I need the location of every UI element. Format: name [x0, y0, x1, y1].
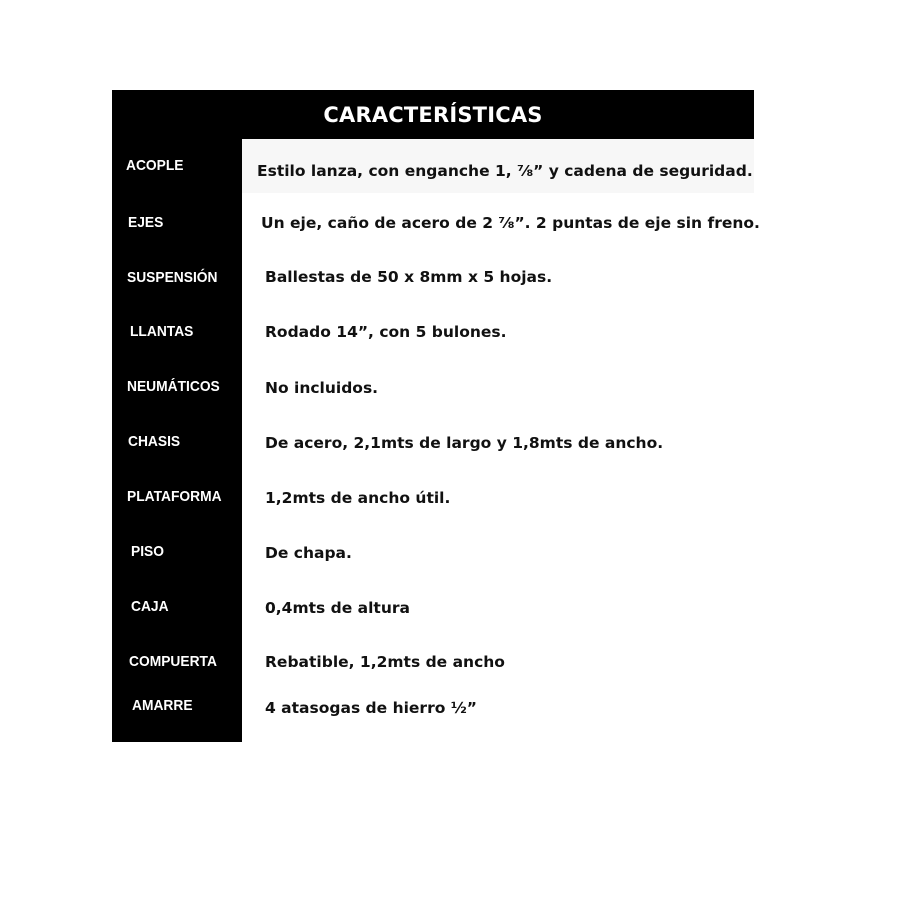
row-value-llantas: Rodado 14”, con 5 bulones.	[265, 323, 507, 341]
row-value-compuerta: Rebatible, 1,2mts de ancho	[265, 653, 505, 671]
row-label-piso: PISO	[131, 543, 164, 560]
row-label-plataforma: PLATAFORMA	[127, 488, 222, 505]
row-value-acople: Estilo lanza, con enganche 1, ⅞” y cadena de seguridad.	[257, 162, 753, 180]
row-label-suspension: SUSPENSIÓN	[127, 269, 218, 286]
row-value-amarre: 4 atasogas de hierro ½”	[265, 699, 477, 717]
row-label-amarre: AMARRE	[132, 697, 193, 714]
row-value-plataforma: 1,2mts de ancho útil.	[265, 489, 451, 507]
row-value-piso: De chapa.	[265, 544, 352, 562]
table-title: CARACTERÍSTICAS	[112, 90, 754, 139]
row-value-caja: 0,4mts de altura	[265, 599, 410, 617]
row-label-neumaticos: NEUMÁTICOS	[127, 378, 220, 395]
row-value-neumaticos: No incluidos.	[265, 379, 379, 397]
row-label-caja: CAJA	[131, 598, 169, 615]
row-label-acople: ACOPLE	[126, 157, 184, 174]
row-value-suspension: Ballestas de 50 x 8mm x 5 hojas.	[265, 268, 553, 286]
row-label-llantas: LLANTAS	[130, 323, 194, 340]
row-value-chasis: De acero, 2,1mts de largo y 1,8mts de ancho.	[265, 434, 664, 452]
row-label-compuerta: COMPUERTA	[129, 653, 217, 670]
row-label-ejes: EJES	[128, 214, 164, 231]
row-label-chasis: CHASIS	[128, 433, 181, 450]
row-value-ejes: Un eje, caño de acero de 2 ⅞”. 2 puntas de eje sin freno.	[261, 214, 760, 232]
